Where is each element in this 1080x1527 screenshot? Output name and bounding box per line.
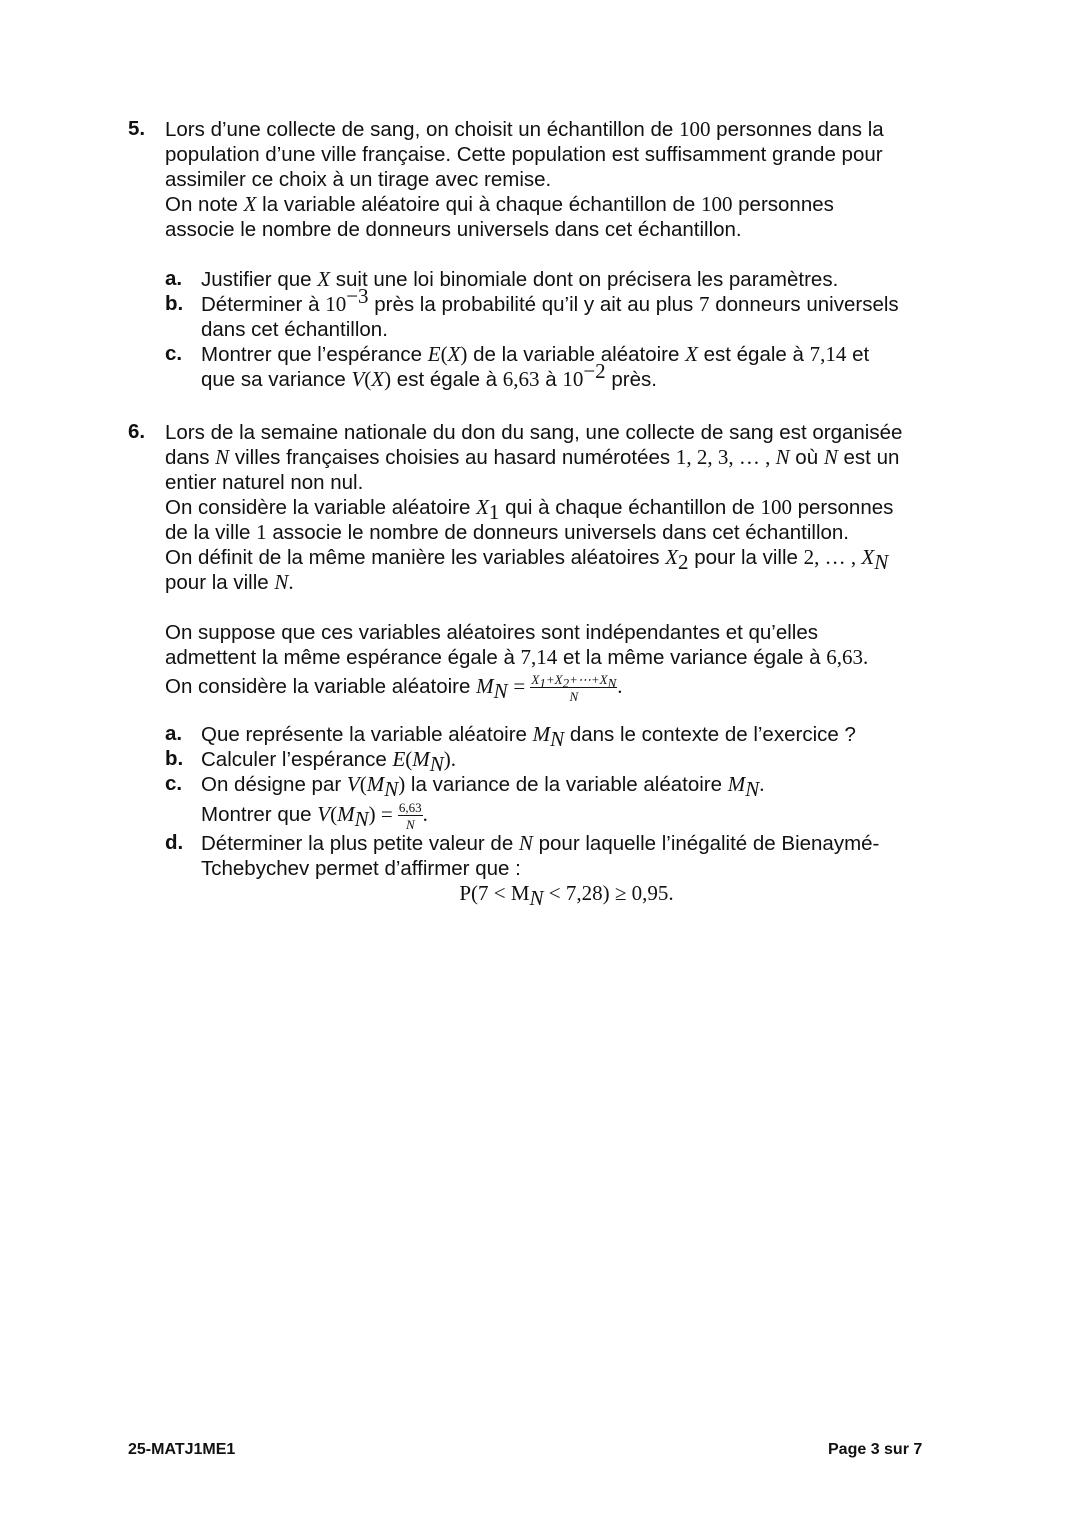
text-run: entier naturel non nul. [165, 471, 364, 494]
text-run: dans [165, 446, 216, 469]
fraction-denominator: N [569, 688, 579, 704]
text-run: personnes dans la [710, 118, 884, 141]
question-intro [165, 117, 968, 242]
text-run: On suppose que ces variables aléatoires sont indépendantes et qu’elles [165, 621, 819, 644]
text-run: Montrer que l’espérance [201, 343, 428, 366]
sub-question-c [165, 342, 968, 392]
math-symbol: M [532, 722, 551, 746]
math-subscript: N [429, 752, 444, 777]
question-items [165, 722, 968, 911]
text-run: à [539, 368, 563, 391]
mn-definition-text: On considère la variable aléatoire [165, 675, 477, 698]
text-run: qui à chaque échantillon de [499, 496, 761, 519]
text-run: Lors d’une collecte de sang, on choisit un échantillon de [165, 118, 679, 141]
math-number: 10 [562, 367, 584, 391]
math-symbol: X [685, 342, 698, 366]
math-symbol: X [371, 367, 385, 391]
text-run: et la même variance égale à [557, 646, 827, 669]
math-number: . [759, 772, 765, 796]
mn-fraction [530, 673, 617, 703]
text-line [165, 570, 968, 595]
text-run: On définit de la même manière les variables aléatoires [165, 546, 666, 569]
math-symbol: V [317, 802, 331, 826]
question-intro [165, 420, 968, 595]
math-symbol: X [861, 545, 875, 569]
math-symbol: X [476, 495, 489, 519]
math-number: 100 [700, 192, 733, 216]
text-line [201, 267, 968, 292]
text-run: que sa variance [201, 368, 352, 391]
sub-question-b [165, 284, 968, 342]
text-run: villes françaises choisies au hasard numérotées [229, 446, 676, 469]
variance-formula-line: Montrer que $V(M_N)$ = $\frac{6,63}{N}$ . [201, 799, 428, 832]
text-line [165, 620, 968, 645]
math-number: ) [398, 772, 406, 796]
math-symbol: V [351, 367, 365, 391]
math-symbol: X [665, 545, 679, 569]
math-symbol: M [366, 772, 385, 796]
text-line [201, 317, 968, 342]
text-run: de la ville [165, 521, 257, 544]
text-run: pour la ville [688, 546, 804, 569]
text-line [201, 284, 968, 317]
mn-subscript: N [493, 679, 508, 704]
sub-question-label: b. [165, 747, 184, 770]
text-run: pour laquelle l’inégalité de Bienaymé- [532, 832, 880, 855]
sub-question-a [165, 722, 968, 752]
text-run: est un [837, 446, 900, 469]
math-number: 100 [678, 117, 711, 141]
sub-question-d [165, 831, 968, 911]
math-number: 7 [699, 292, 710, 316]
text-line [201, 831, 968, 856]
question-items [165, 267, 968, 392]
math-number: ( [405, 747, 413, 771]
text-run: est égale à [697, 343, 810, 366]
math-symbol: V [346, 772, 360, 796]
text-line [165, 192, 968, 217]
question-6 [128, 420, 968, 911]
text-run: pour la ville [165, 571, 275, 594]
footer-page-number: Page 3 sur 7 [828, 1441, 923, 1458]
text-run: Justifier que [201, 268, 318, 291]
math-symbol: E [392, 747, 406, 771]
math-number: ( [364, 367, 372, 391]
text-run: et [846, 343, 870, 366]
probability-inequality [165, 881, 968, 911]
inequality-part: P(7 < M [459, 881, 530, 905]
math-subscript: N [550, 727, 565, 752]
text-run: dans cet échantillon. [201, 318, 388, 341]
text-run: est égale à [391, 368, 503, 391]
text-run: personnes [732, 193, 834, 216]
text-line [165, 445, 968, 470]
math-symbol: E [427, 342, 441, 366]
math-number: 7,14 [520, 645, 558, 669]
text-run: associe le nombre de donneurs universels dans cet échantillon. [266, 521, 849, 544]
text-line [165, 420, 968, 445]
text-run: la variable aléatoire qui à chaque échantillon de [256, 193, 701, 216]
math-number: 100 [760, 495, 792, 519]
question-number: 6. [128, 420, 146, 443]
math-number: 7,14 [809, 342, 847, 366]
fraction-numerator: 6,63 [398, 799, 422, 815]
variance-fraction [398, 801, 423, 831]
text-line [201, 722, 968, 752]
math-symbol: N [823, 445, 838, 469]
sub-question-label: d. [165, 831, 184, 854]
text-line [165, 167, 968, 192]
question-number: 5. [128, 117, 146, 140]
math-number: ). [443, 747, 457, 771]
math-number: 6,63 [502, 367, 540, 391]
text-line [201, 359, 968, 392]
text-line [165, 217, 968, 242]
text-run: On désigne par [201, 773, 347, 796]
sub-question-label: c. [165, 342, 183, 365]
sub-question-label: c. [165, 772, 183, 795]
math-symbol: X [243, 192, 257, 216]
mn-symbol: M [476, 674, 494, 698]
text-run: Calculer l’espérance [201, 748, 393, 771]
text-run: près la probabilité qu’il y ait au plus [368, 293, 699, 316]
text-run: personnes [791, 496, 894, 519]
math-number: 1 [256, 520, 267, 544]
math-symbol: M [412, 747, 430, 771]
math-exponent: −2 [583, 359, 606, 384]
text-line [165, 495, 968, 525]
text-run: donneurs universels [709, 293, 899, 316]
text-run: Déterminer à [201, 293, 326, 316]
inequality-subscript: N [529, 886, 544, 911]
text-line [165, 545, 968, 575]
sub-question-label: a. [165, 267, 183, 290]
text-line [165, 470, 968, 495]
math-symbol: N [274, 570, 289, 594]
text-run: population d’une ville française. Cette population est suffisamment grande pour [165, 143, 883, 166]
text-run: de la variable aléatoire [467, 343, 686, 366]
text-run: suit une loi binomiale dont on précisera les paramètres. [330, 268, 839, 291]
math-number: ) [384, 367, 392, 391]
fraction-numerator: $X_1+X_2+\cdots+X_N$ [531, 671, 617, 691]
text-line [201, 856, 968, 881]
text-run: la variance de la variable aléatoire [405, 773, 728, 796]
math-subscript: N [745, 777, 760, 802]
text-run: On note [165, 193, 244, 216]
question-5 [128, 117, 968, 392]
math-subscript: N [874, 550, 889, 575]
math-exponent: −3 [346, 284, 369, 309]
sub-question-b [165, 747, 968, 777]
text-run: admettent la même espérance égale à [165, 646, 521, 669]
text-run: On considère la variable aléatoire [165, 496, 477, 519]
math-symbol: M [727, 772, 746, 796]
text-run: où [789, 446, 824, 469]
footer-code: 25-MATJ1ME1 [128, 1441, 236, 1458]
question-intro-continued [165, 620, 968, 670]
text-line [165, 117, 968, 142]
text-run: Déterminer la plus petite valeur de [201, 832, 519, 855]
math-symbol: N [518, 831, 533, 855]
inequality-part: < 7,28) ≥ 0,95. [543, 881, 674, 905]
math-number: 2, … , [803, 545, 862, 569]
text-run: Lors de la semaine nationale du don du sang, une collecte de sang est organisée [165, 421, 903, 444]
math-number: . [862, 645, 869, 669]
math-number: 6,63 [826, 645, 863, 669]
text-run: près. [605, 368, 657, 391]
text-run: Que représente la variable aléatoire [201, 723, 533, 746]
math-subscript: 2 [678, 550, 689, 575]
fraction-denominator: N [405, 816, 415, 832]
text-line [165, 645, 968, 670]
sub-question-label: b. [165, 292, 184, 315]
math-number: ( [359, 772, 367, 796]
math-number: 1, 2, 3, … , [675, 445, 776, 469]
sub-question-a [165, 267, 968, 292]
sub-question-label: a. [165, 722, 183, 745]
text-run: Tchebychev permet d’affirmer que : [201, 857, 521, 880]
math-symbol: X [447, 342, 461, 366]
text-line [165, 520, 968, 545]
math-number: ) [460, 342, 468, 366]
sub-question-c [165, 772, 968, 831]
text-run: dans le contexte de l’exercice ? [564, 723, 856, 746]
math-number: 10 [325, 292, 347, 316]
text-run: Montrer que [201, 803, 318, 826]
math-subscript: N [384, 777, 399, 802]
text-run: assimiler ce choix à un tirage avec remise. [165, 168, 552, 191]
math-symbol: X [317, 267, 331, 291]
math-symbol: N [215, 445, 230, 469]
text-line [165, 142, 968, 167]
math-subscript: 1 [488, 500, 500, 525]
math-number: . [288, 570, 294, 594]
math-number: ( [440, 342, 448, 366]
math-symbol: N [775, 445, 790, 469]
text-run: associe le nombre de donneurs universels dans cet échantillon. [165, 218, 742, 241]
text-line [201, 747, 968, 777]
text-line [201, 772, 968, 802]
mn-definition: On considère la variable aléatoire $M_N$ = $\frac{X_1+X_2+\cdots+X_N}{N}$ . [165, 671, 623, 704]
